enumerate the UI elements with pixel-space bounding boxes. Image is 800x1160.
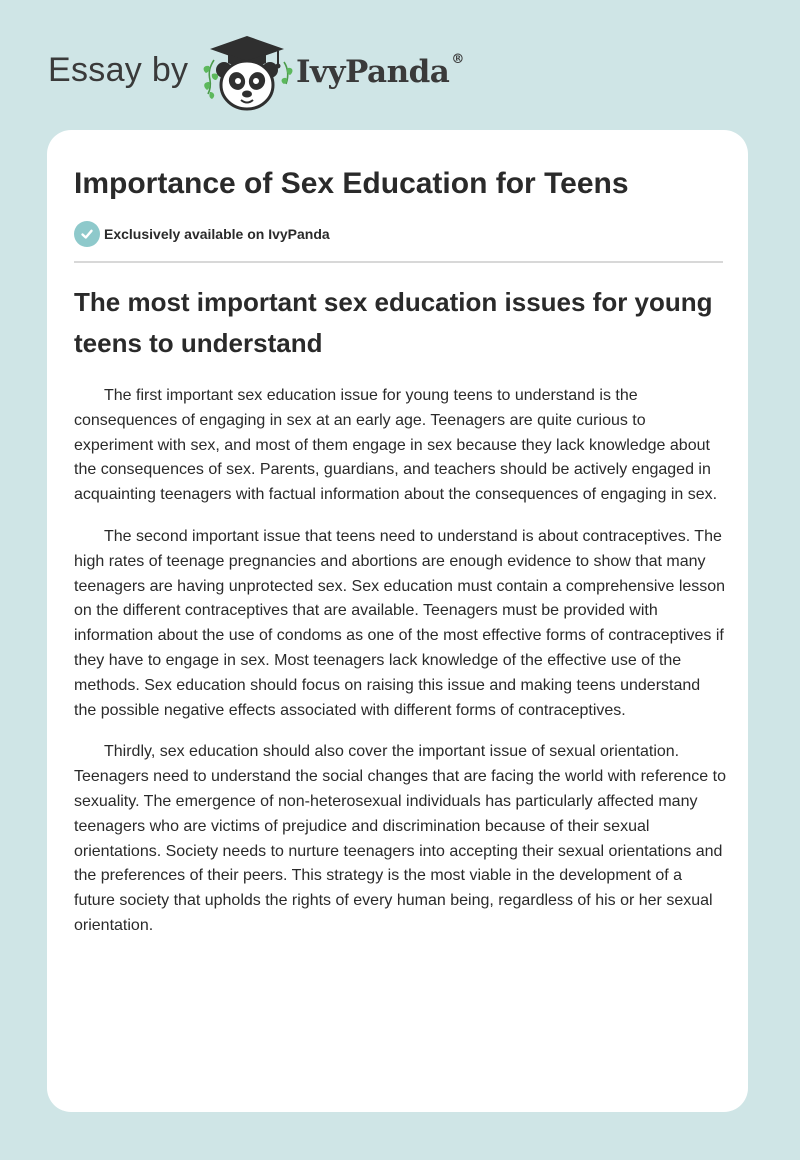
essay-card <box>47 130 748 1112</box>
registered-mark: ® <box>451 52 464 67</box>
essay-body <box>74 384 726 956</box>
check-circle-icon <box>74 221 100 247</box>
paragraph: Thirdly, sex education should also cover the important issue of sexual orientation. Teenagers need to understand the social changes that are facing the world with reference to sexuality. The emergence of non-heterosexual individuals has particularly affected many teenagers who are victims of prejudice and discrimination because of their sexual orientations. Society needs to nurture teenagers into accepting their sexual orientations and the preferences of their peers. This strategy is the most viable in the development of a future society that upholds the rights of every human being, regardless of his or her sexual orientation. <box>74 743 726 934</box>
essay-by-label: Essay by <box>48 51 189 89</box>
paragraph: The first important sex education issue for young teens to understand is the consequences of engaging in sex at an early age. Teenagers are quite curious to experiment with sex, and most of them engage in sex because they lack knowledge about the consequences of sex. Parents, guardians, and teachers should be actively engaged in acquainting teenagers with factual information about the consequences of engaging in sex. <box>74 387 718 504</box>
section-heading: The most important sex education issues for young teens to understand <box>74 287 713 358</box>
brand-name: IvyPanda ® <box>296 52 464 90</box>
divider <box>74 261 723 263</box>
panda-graduation-cap-icon <box>200 32 294 112</box>
paragraph: The second important issue that teens need to understand is about contraceptives. The high rates of teenage pregnancies and abortions are enough evidence to show that many teenagers are having unprotected sex. Sex education must contain a comprehensive lesson on the different contraceptives that are available. Teenagers must be provided with information about the use of condoms as one of the most effective forms of contraceptives if they have to engage in sex. Most teenagers lack knowledge of the effective use of the methods. Sex education should focus on raising this issue and making teens understand the possible negative effects associated with different forms of contraceptives. <box>74 527 726 719</box>
badge-label: Exclusively available on IvyPanda <box>104 226 330 242</box>
ivypanda-logo-link[interactable] <box>200 32 294 112</box>
page-title: Importance of Sex Education for Teens <box>74 167 629 200</box>
site-header <box>48 32 508 112</box>
exclusive-badge <box>74 222 330 246</box>
